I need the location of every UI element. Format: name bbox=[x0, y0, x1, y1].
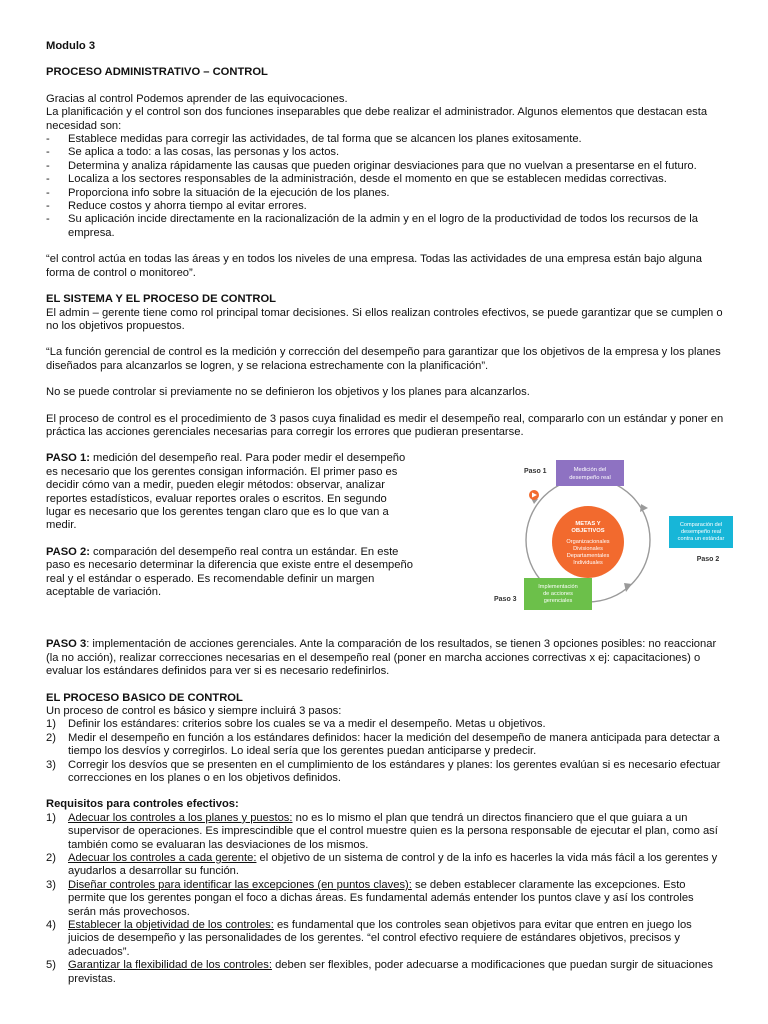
bullet-item: - Su aplicación incide directamente en la racionalización de la admin y en el logro de la productividad de todos los recursos de la empresa. bbox=[46, 213, 724, 240]
box-2-line-2: desempeño real bbox=[680, 529, 722, 536]
step-2-label: Paso 2 bbox=[696, 556, 720, 564]
paso-1-text: medición del desempeño real. Para poder medir el desempeño es necesario que los gerentes consigan información. El primer paso es decidir cómo van a medir, pueden elegir métodos: observar, analizar reportes estadísticos, evaluar reportes orales o escritos. En segundo lugar es necesario que los gerentes tengan claro que es lo que van a medir. bbox=[46, 452, 406, 532]
paso-2-label: PASO 2: bbox=[46, 545, 90, 558]
paso-2-text: comparación del desempeño real contra un estándar. En este paso es necesario determinar la diferencia que existe entre el desempeño real y el estándar o esperado. Es recomendable definir un margen aceptable de variación. bbox=[46, 545, 413, 598]
list-text: Corregir los desvíos que se presenten en el cumplimiento de los estándares y planes: los gerentes evalúan si es necesario efectuar correcciones en los planes o en los objetivos definidos. bbox=[68, 758, 721, 784]
box-2-line-3: contra un estándar bbox=[677, 536, 725, 543]
step-3-label: Paso 3 bbox=[494, 596, 517, 604]
list-number: 3) bbox=[46, 878, 56, 891]
module-title: Modulo 3 bbox=[46, 40, 96, 52]
paso-3 bbox=[46, 638, 724, 678]
list-item bbox=[46, 852, 724, 879]
pasos-block bbox=[46, 452, 724, 638]
quote-control: “el control actúa en todas las áreas y en todos los niveles de una empresa. Todas las actividades de una empresa están bajo alguna forma de control o monitoreo”. bbox=[46, 253, 702, 279]
paragraph: El admin – gerente tiene como rol principal tomar decisiones. Si ellos realizan controles efectivos, se puede garantizar que se cumplen o no los objetivos propuestos. bbox=[46, 306, 723, 332]
paso-1 bbox=[46, 452, 414, 532]
intro-line-2: La planificación y el control son dos funciones inseparables que debe realizar el administrador. Algunos elementos que destacan esta necesidad son: bbox=[46, 106, 708, 132]
list-number: 5) bbox=[46, 959, 56, 972]
box-1-line-2: desempeño real bbox=[569, 475, 611, 482]
list-number: 4) bbox=[46, 919, 56, 932]
list-item bbox=[46, 718, 724, 731]
list-item bbox=[46, 732, 724, 759]
list-number: 2) bbox=[46, 731, 56, 744]
main-heading: PROCESO ADMINISTRATIVO – CONTROL bbox=[46, 66, 268, 79]
basic-steps-list bbox=[46, 718, 724, 785]
list-number: 1) bbox=[46, 718, 56, 731]
bullet-list bbox=[46, 133, 724, 240]
list-item bbox=[46, 812, 724, 852]
list-underlined: Diseñar controles para identificar las excepciones (en puntos claves): bbox=[68, 878, 412, 891]
list-number: 2) bbox=[46, 852, 56, 865]
paragraph: El proceso de control es el procedimiento de 3 pasos cuya finalidad es medir el desempeño real, compararlo con un estándar y poner en práctica las acciones gerenciales necesarias para corregir los errores que pudieran presentarse. bbox=[46, 412, 724, 438]
center-line-2: OBJETIVOS bbox=[571, 528, 605, 535]
list-text: Medir el desempeño en función a los estándares definidos: hacer la medición del desempeño de manera anticipada para detectar a tiempo los desvíos y corregirlos. Lo ideal sería que los gerentes puedan anticiparse y predecir. bbox=[68, 731, 720, 758]
box-1-line-1: Medición del bbox=[573, 467, 607, 474]
document-page bbox=[46, 40, 724, 986]
diagram-svg bbox=[436, 452, 736, 622]
list-text: Definir los estándares: criterios sobre los cuales se va a medir el desempeño. Metas u objetivos. bbox=[68, 718, 546, 731]
box-3-line-3: gerenciales bbox=[543, 598, 573, 605]
bullet-item: - Determina y analiza rápidamente las causas que pueden originar desviaciones para que no vuelvan a presentarse en el futuro. bbox=[46, 160, 724, 173]
paso-2 bbox=[46, 546, 414, 600]
center-line-5: Departamentales bbox=[566, 553, 610, 560]
list-item bbox=[46, 879, 724, 919]
list-underlined: Adecuar los controles a los planes y puestos: bbox=[68, 811, 293, 824]
bullet-item: - Reduce costos y ahorra tiempo al evitar errores. bbox=[46, 200, 724, 213]
list-text: se deben establecer claramente las excepciones. Esto permite que los gerentes pongan el foco a dichas áreas. Es fundamental además entender los puntos clave y así los controles serán más provechosos. bbox=[68, 878, 694, 918]
paragraph: Un proceso de control es básico y siempre incluirá 3 pasos: bbox=[46, 704, 342, 717]
list-text: deben ser flexibles, poder adecuarse a modificaciones que puedan surgir de situaciones previstas. bbox=[68, 959, 713, 985]
paragraph: No se puede controlar si previamente no se definieron los objetivos y los planes para alcanzarlos. bbox=[46, 386, 530, 399]
section-heading-requisitos: Requisitos para controles efectivos: bbox=[46, 798, 239, 811]
list-item bbox=[46, 959, 724, 986]
paso-1-label: PASO 1: bbox=[46, 452, 90, 465]
arrow-icon bbox=[640, 504, 648, 512]
section-heading-basico: EL PROCESO BASICO DE CONTROL bbox=[46, 691, 243, 704]
list-underlined: Garantizar la flexibilidad de los controles: bbox=[68, 959, 272, 972]
paragraph-quote: “La función gerencial de control es la medición y corrección del desempeño para garantizar que los objetivos de la empresa y los planes diseñados para alcanzarlos se logren, y se relaciona estrechamente con la planificación”. bbox=[46, 346, 721, 372]
list-number: 3) bbox=[46, 758, 56, 771]
bullet-item: - Establece medidas para corregir las actividades, de tal forma que se alcancen los planes exitosamente. bbox=[46, 133, 724, 146]
list-underlined: Adecuar los controles a cada gerente: bbox=[68, 852, 257, 865]
paso-3-text: : implementación de acciones gerenciales. Ante la comparación de los resultados, se tienen 3 opciones posibles: no reaccionar (la no acción), realizar correcciones necesarias en el desempeño real (poner en marcha acciones correctivas x ej: capacitaciones) o evaluar los estándares definidos para ver si es necesario redefinirlos. bbox=[46, 638, 717, 678]
center-line-4: Divisionales bbox=[573, 546, 603, 553]
center-line-1: METAS Y bbox=[575, 521, 601, 528]
list-item bbox=[46, 759, 724, 786]
step-1-label: Paso 1 bbox=[524, 468, 547, 476]
control-process-diagram bbox=[436, 452, 736, 622]
bullet-item: - Proporciona info sobre la situación de la ejecución de los planes. bbox=[46, 187, 724, 200]
requirements-list bbox=[46, 812, 724, 986]
list-text: es fundamental que los controles sean objetivos para evitar que entren en juego los juicios de desempeño y las personalidades de los gerentes. “el control efectivo requiere de estándares objetivos, precisos y adecuados”. bbox=[68, 919, 692, 958]
box-3-line-2: de acciones bbox=[543, 591, 573, 598]
list-text: no es lo mismo el plan que tendrá un directos financiero que el que guiara a un supervisor de operaciones. Es imprescindible que el control muestre quien es la persona responsable de ejecutar el plan, como así también como se evaluaran las desviaciones de los mismos. bbox=[68, 811, 718, 851]
section-heading-sistema: EL SISTEMA Y EL PROCESO DE CONTROL bbox=[46, 293, 277, 306]
pasos-text bbox=[46, 452, 414, 599]
step-1-box bbox=[556, 460, 624, 486]
arrow-icon bbox=[624, 583, 632, 592]
list-number: 1) bbox=[46, 811, 56, 824]
box-2-line-1: Comparación del bbox=[679, 522, 723, 529]
center-line-3: Organizacionales bbox=[566, 539, 610, 546]
box-3-line-1: Implementación bbox=[538, 584, 578, 591]
list-text: el objetivo de un sistema de control y de la info es hacerles la vida más fácil a los gerentes y ayudarlos a desarrollar su función. bbox=[68, 852, 718, 878]
bullet-item: - Se aplica a todo: a las cosas, las personas y los actos. bbox=[46, 146, 724, 159]
center-line-6: Individuales bbox=[573, 560, 603, 567]
list-underlined: Establecer la objetividad de los controles: bbox=[68, 919, 274, 932]
list-item bbox=[46, 919, 724, 959]
bullet-item: - Localiza a los sectores responsables de la administración, desde el momento en que se establecen medidas correctivas. bbox=[46, 173, 724, 186]
intro-line-1: Gracias al control Podemos aprender de las equivocaciones. bbox=[46, 92, 348, 105]
paso-3-label: PASO 3 bbox=[46, 638, 87, 651]
